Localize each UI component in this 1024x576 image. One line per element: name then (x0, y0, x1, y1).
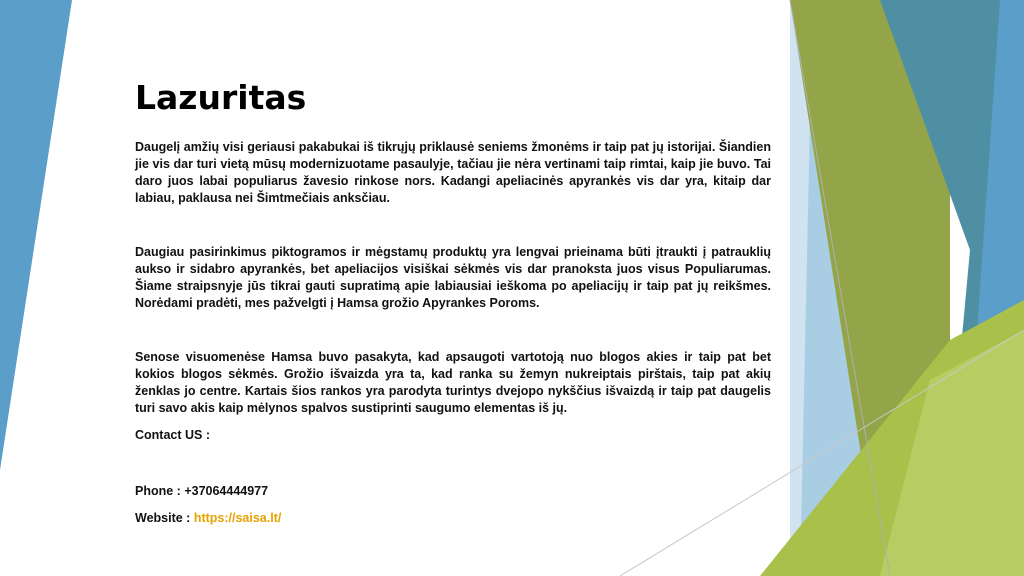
phone-number: +37064444977 (184, 484, 269, 498)
slide-title: Lazuritas (135, 78, 307, 117)
paragraph-1: Daugelį amžių visi geriausi pakabukai iš tikrųjų priklausė seniems žmonėms ir taip pat jų istorijai. Šiandien jie vis dar turi vietą mūsų modernizuotame pasaulyje, tačiau jie nėra vertinami taip rimtai, kaip jie buvo. Tai daro juos labai populiarus žavesio rinkose nors. Kadangi apeliacinės apyrankės vis dar yra, kitaip dar labiau, paklausa nei Šimtmečiais anksčiau. (135, 140, 771, 205)
website-link[interactable]: https://saisa.lt/ (193, 511, 282, 525)
website-line (135, 510, 771, 527)
contact-heading: Contact US : (135, 428, 210, 442)
website-label: Website : (135, 511, 194, 525)
paragraph-2: Daugiau pasirinkimus piktogramos ir mėgstamų produktų yra lengvai prieinama būti įtraukti į patrauklių aukso ir sidabro apyrankės, bet apeliacijos visiškai sėkmės vis dar pranoksta juos visus Populiarumas. Šiame straipsnyje jūs tikrai gauti supratimą apie labiausiai ieškoma po apeliacijų ir taip pat jų reikšmes. Norėdami pradėti, mes pažvelgti į Hamsa grožio Apyrankes Poroms. (135, 245, 771, 310)
phone-line (135, 483, 771, 500)
left-blue-shape (0, 0, 72, 470)
slide-content (135, 78, 771, 527)
paragraph-3: Senose visuomenėse Hamsa buvo pasakyta, kad apsaugoti vartotoją nuo blogos akies ir taip pat bet kokios blogos sėkmės. Grožio išvaizda yra ta, kad ranka su žemyn nukreiptais pirštais, taip pat akių ženklas jo centre. Kartais šios rankos yra parodyta turintys dvejopo nykščius išvaizdą ir taip pat daugelis turi savo akis kaip mėlynos spalvos sustiprinti saugumo elementas iš jų. (135, 350, 771, 415)
phone-label: Phone : (135, 484, 185, 498)
